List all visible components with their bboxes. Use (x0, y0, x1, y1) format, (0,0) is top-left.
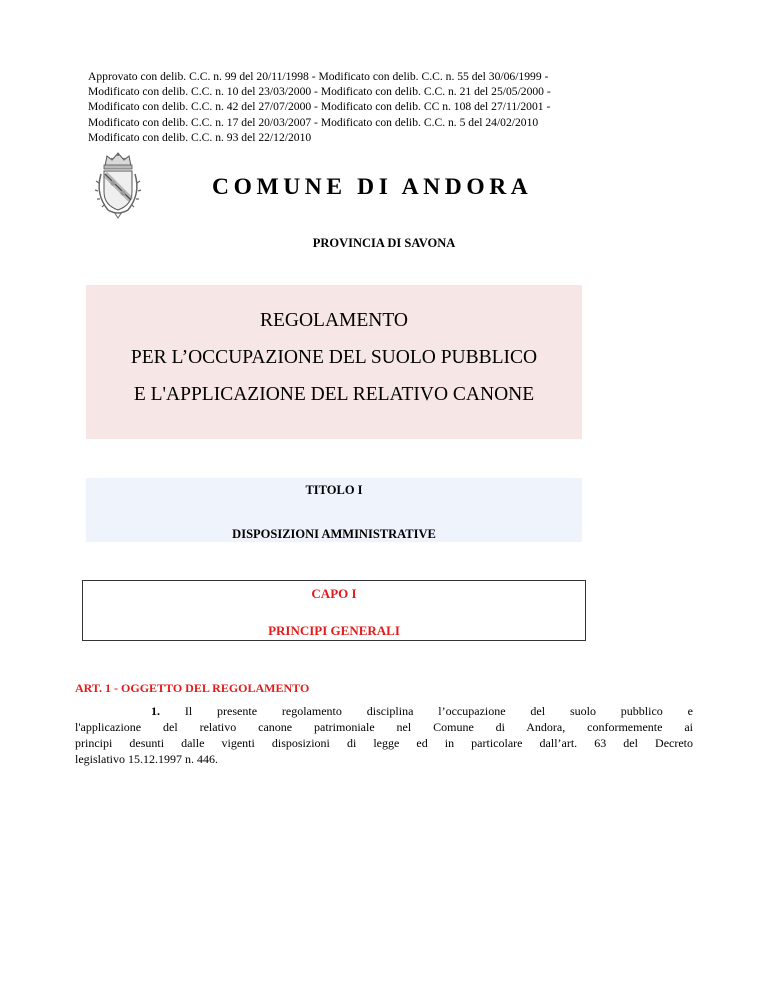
amendment-line: Modificato con delib. C.C. n. 17 del 20/03/2007 - Modificato con delib. C.C. n. 5 del 24/02/2010 (88, 115, 539, 129)
titolo-box (86, 478, 582, 542)
amendment-line: Modificato con delib. C.C. n. 10 del 23/03/2000 - Modificato con delib. C.C. n. 21 del 25/05/2000 - (88, 85, 551, 99)
title-line-1: REGOLAMENTO (259, 310, 409, 331)
titolo-name: DISPOSIZIONI AMMINISTRATIVE (232, 527, 436, 541)
regulation-title-box (86, 285, 582, 439)
article-body (75, 703, 693, 767)
amendments-block (88, 69, 688, 145)
municipality-name: COMUNE DI ANDORA (212, 174, 533, 200)
province-name: PROVINCIA DI SAVONA (312, 236, 456, 250)
capo-name: PRINCIPI GENERALI (268, 623, 400, 638)
article-line: principi desunti dalle vigenti disposizioni di legge ed in particolare dall’art. 63 del Decreto (75, 736, 693, 750)
capo-box (82, 580, 586, 641)
coat-of-arms-icon (92, 150, 144, 220)
amendment-line: Modificato con delib. C.C. n. 93 del 22/12/2010 (88, 130, 312, 144)
paragraph-number: 1. (151, 704, 160, 718)
article-line: legislativo 15.12.1997 n. 446. (75, 752, 218, 766)
title-line-2: PER L’OCCUPAZIONE DEL SUOLO PUBBLICO (130, 347, 538, 368)
title-line-3: E L'APPLICAZIONE DEL RELATIVO CANONE (133, 384, 535, 405)
article-line: Il presente regolamento disciplina l’occupazione del suolo pubblico e (160, 704, 693, 718)
titolo-number: TITOLO I (305, 483, 363, 497)
amendment-line: Modificato con delib. C.C. n. 42 del 27/07/2000 - Modificato con delib. CC n. 108 del 27/11/2001 - (88, 100, 551, 114)
capo-number: CAPO I (311, 586, 357, 601)
amendment-line: Approvato con delib. C.C. n. 99 del 20/11/1998 - Modificato con delib. C.C. n. 55 del 30/06/1999 - (88, 70, 549, 83)
article-line: l'applicazione del relativo canone patrimoniale nel Comune di Andora, conformemente ai (75, 720, 693, 734)
article-heading: ART. 1 - OGGETTO DEL REGOLAMENTO (75, 681, 310, 695)
